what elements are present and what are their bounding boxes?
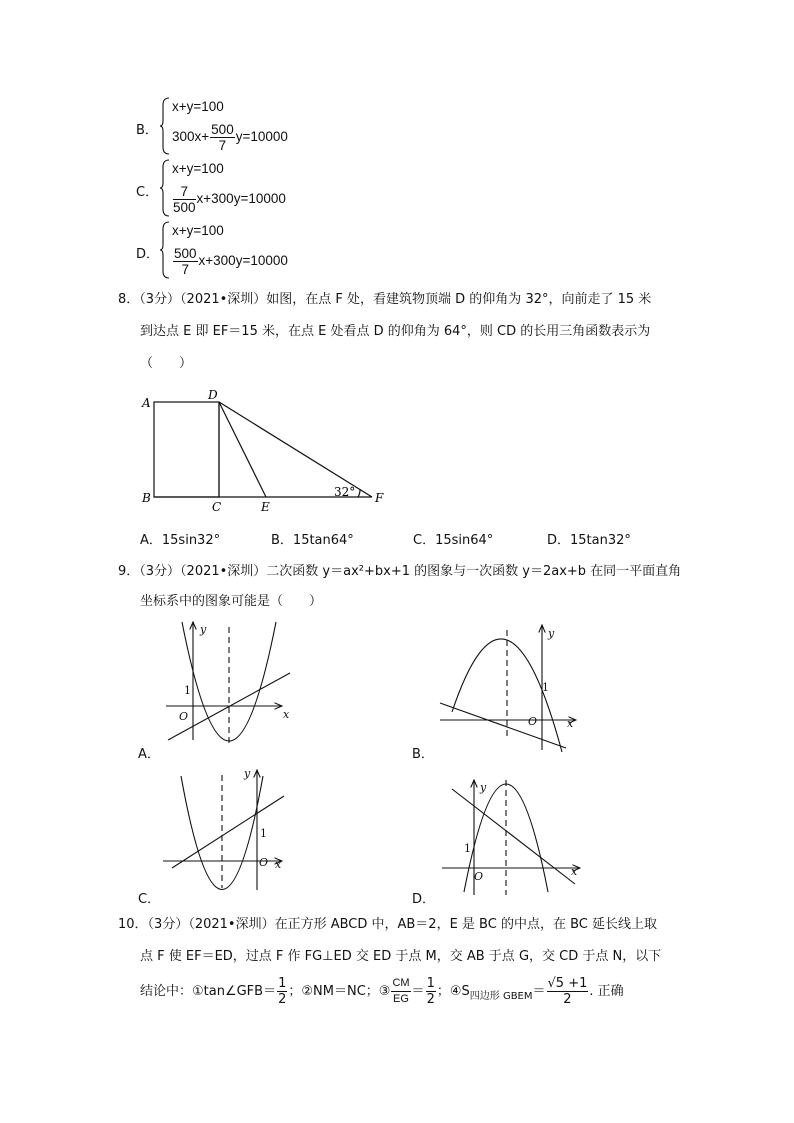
q10-text-line2: 点 F 使 EF＝ED，过点 F 作 FG⊥ED 交 ED 于点 M，交 AB 于点 G，交 CD 于点 N，以下 (140, 949, 662, 964)
svg-text:1: 1 (260, 827, 267, 840)
svg-text:y: y (244, 767, 251, 780)
q10-text-line1: 10．（3分）（2021•深圳）在正方形 ABCD 中，AB＝2，E 是 BC 的中点，在 BC 延长线上取 (118, 917, 657, 932)
svg-text:O: O (259, 856, 269, 869)
q9-option-a: A． (138, 747, 160, 762)
equation-1: x+y=100 (172, 161, 224, 176)
equation-2: $\frac{500}{7}$ x+300y=10000 (174, 246, 288, 277)
q10-text-line3: 结论中：①tan∠GFB＝ $\frac{1}{2}$ ；②NM＝NC；③ $\frac{CM}{EG}$ ＝ $\frac{1}{2}$ ；$④S_{四边形 GBEM}=$ $\frac{√5 +1}{2}$ . 正确 (140, 976, 624, 1007)
q8-option-d: D．15tan32° (547, 533, 631, 548)
equation-2: $\frac{7}{500}$ x+300y=10000 (173, 184, 286, 215)
svg-text:x: x (571, 865, 578, 878)
svg-text:x: x (275, 858, 282, 871)
svg-text:O: O (179, 710, 189, 723)
svg-text:y: y (480, 781, 487, 794)
svg-text:1: 1 (464, 842, 471, 855)
q9-option-b: B． (412, 747, 434, 762)
option-letter: C． (136, 185, 159, 200)
graph-d (442, 780, 580, 895)
equation-1: x+y=100 (172, 99, 224, 114)
label-d: D (208, 388, 218, 402)
q8-text-line3: （ ） (140, 356, 193, 371)
svg-text:y: y (548, 627, 555, 640)
svg-text:x: x (283, 708, 290, 721)
q9-option-d: D． (412, 892, 436, 907)
q9-text-line2: 坐标系中的图象可能是（ ） (140, 594, 323, 609)
svg-text:1: 1 (184, 684, 191, 697)
q8-option-b: B．15tan64° (271, 533, 354, 548)
label-f: F (375, 491, 384, 505)
label-a: A (142, 396, 151, 410)
svg-text:O: O (528, 715, 538, 728)
equation-2: 300x+ $\frac{500}{7}$ y=10000 (172, 122, 288, 153)
option-letter: D． (136, 247, 160, 262)
option-letter: B． (136, 123, 158, 138)
svg-text:y: y (200, 623, 207, 636)
q8-text-line2: 到达点 E 即 EF＝15 米，在点 E 处看点 D 的仰角为 64°，则 CD 的长用三角函数表示为 (140, 324, 651, 339)
q8-text-line1: 8．（3分）（2021•深圳）如图，在点 F 处，看建筑物顶端 D 的仰角为 32°，向前走了 15 米 (118, 292, 652, 307)
label-e: E (261, 500, 270, 514)
q9-text-line1: 9．（3分）（2021•深圳）二次函数 y＝ax²+bx+1 的图象与一次函数 y＝2ax+b 在同一平面直角 (118, 564, 682, 579)
label-b: B (142, 491, 151, 505)
graph-b (440, 625, 576, 752)
equation-1: x+y=100 (172, 223, 224, 238)
label-c: C (212, 500, 222, 514)
svg-text:1: 1 (542, 681, 549, 694)
q8-option-a: A．15sin32° (140, 533, 221, 548)
label-angle: 32° (334, 485, 356, 499)
q9-option-c: C． (138, 892, 161, 907)
svg-text:O: O (474, 870, 484, 883)
svg-text:x: x (567, 717, 574, 730)
q8-option-c: C．15sin64° (413, 533, 494, 548)
